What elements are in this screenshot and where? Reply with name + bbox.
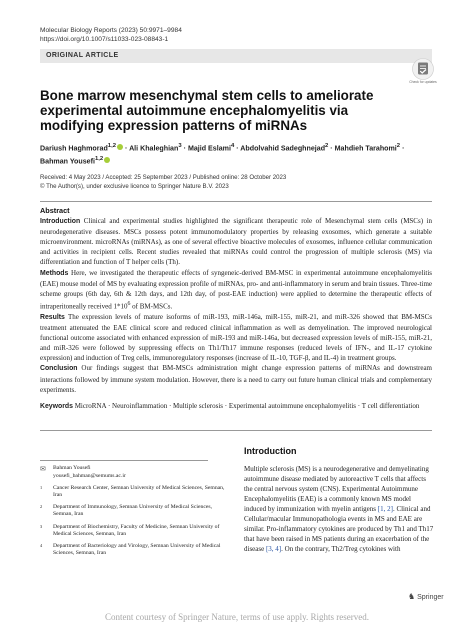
author-name[interactable]: Abdolvahid Sadeghnejad <box>240 144 326 153</box>
check-for-updates-caption: Check for updates <box>409 80 437 84</box>
author-affiliation-sup: 2 <box>396 143 401 149</box>
orcid-icon[interactable] <box>117 144 123 150</box>
envelope-icon: ✉ <box>40 465 46 473</box>
affiliation-number: 1 <box>40 485 43 490</box>
affiliation-3 <box>40 524 225 539</box>
abstract-bottom-divider <box>40 430 432 431</box>
abstract-label: Introduction <box>40 218 81 225</box>
author-name[interactable]: Mahdieh Tarahomi <box>334 144 397 153</box>
copyright-line: © The Author(s), under exclusive licence to Springer Nature B.V. 2023 <box>40 182 229 190</box>
abstract-methods <box>40 268 432 312</box>
citation-link[interactable]: [3, 4] <box>265 545 282 554</box>
introduction-heading: Introduction <box>244 446 297 456</box>
affiliation-text: Cancer Research Center, Semnan University of Medical Sciences, Semnan, Iran <box>53 485 225 499</box>
author-name[interactable]: Majid Eslami <box>187 144 231 153</box>
affiliation-number: 2 <box>40 504 43 509</box>
abstract-text: The expression levels of mature isoforms of miR-193, miR-146a, miR-155, miR-21, and miR-326 showed that BM-MSCs treatment attenuated the EAE clinical score and reduced clinical inflammation as well as demyelination. The improved neurological functional outcome associated with enhanced expression of miR-193 and miR-146a, but decreased expression levels of miR-155, miR-21, and miR-326 were followed by suppressing effects on Th1/Th17 immune responses (reduced levels of IFN-, and IL-17 cytokine expression) and induction of Treg cells, immunoregulatory responses (increase of IL-10, TGF-β, and IL-4) in treatment groups. <box>40 312 432 362</box>
springer-horse-icon: ♞ <box>408 592 416 601</box>
affiliation-number: 4 <box>40 543 43 548</box>
abstract-text: Our findings suggest that BM-MSCs administration might change expression patterns of miRNAs and downstream interactions followed by immune system modulation. However, there is a need to carry out future human clinical trials and complementary experiments. <box>40 364 432 394</box>
abstract-label: Results <box>40 313 65 321</box>
publication-dates <box>40 174 286 191</box>
corresponding-author-name: Bahman Yousefi <box>53 465 91 471</box>
footnote-divider <box>40 460 208 461</box>
author-affiliation-sup: 2 <box>325 143 329 149</box>
check-for-updates-icon[interactable] <box>412 58 434 80</box>
keywords-label: Keywords <box>40 403 73 410</box>
abstract-heading: Abstract <box>40 206 70 215</box>
affiliation-2 <box>40 504 225 519</box>
affiliation-4 <box>40 543 225 558</box>
abstract-section <box>40 206 432 395</box>
author-list: Dariush Haghmorad$^{1,2}$ · Ali Khaleghian$^3$ · Majid Eslami$^4$ · Abdolvahid Sadeghnejad$^2$ · Mahdieh Tarahomi$^2$ · Bahman Yousefi$^{1,2}$ <box>40 143 405 166</box>
citation-link[interactable]: [1, 2] <box>377 505 393 514</box>
journal-citation: Molecular Biology Reports (2023) 50:9971–9984 <box>40 27 182 34</box>
affiliation-text: Department of Biochemistry, Faculty of Medicine, Semnan University of Medical Sciences, Semnan, Iran <box>53 524 220 538</box>
abstract-text: of BM-MSCs. <box>130 302 173 311</box>
body-text: Multiple sclerosis (MS) is a neurodegenerative and demyelinating autoimmune disease mediated by autoreactive T cells that affects the central nervous system (CNS). Experimental Autoimmune Encephalomyelitis (EAE) is a commonly known MS model induced by immunization with myelin antigens <box>244 465 429 514</box>
orcid-icon[interactable] <box>104 157 110 163</box>
history-dates: Received: 4 May 2023 / Accepted: 25 September 2023 / Published online: 28 October 2023 <box>40 174 287 181</box>
abstract-results <box>40 312 432 363</box>
publisher-name: Springer <box>417 594 444 601</box>
author-name[interactable]: Dariush Haghmorad <box>40 144 108 153</box>
body-text: . Clinical and Cellular/macular Immunopathologia events in MS and EAE are similar. Pro-inflammatory cytokines are produced by Th1 and Th17 that have been raised in MS patients during an exacerbation of the disease <box>244 505 434 554</box>
publisher-logo <box>408 592 444 601</box>
courtesy-watermark: Content courtesy of Springer Nature, terms of use apply. Rights reserved. <box>104 612 370 622</box>
affiliation-text: Department of Immunology, Semnan University of Medical Sciences, Semnan, Iran <box>53 504 212 518</box>
author-affiliation-sup: 1,2 <box>94 155 104 162</box>
corresponding-author-email[interactable]: yousefi_bahman@semums.ac.ir <box>53 472 126 479</box>
affiliation-text: Department of Bacteriology and Virology, Semnan University of Medical Sciences, Semnan, Iran <box>53 543 221 557</box>
author-affiliation-sup: 3 <box>178 143 182 149</box>
abstract-top-divider <box>40 201 432 202</box>
author-affiliation-sup: 1,2 <box>107 143 117 149</box>
article-type-banner: ORIGINAL ARTICLE <box>40 49 432 63</box>
author-name[interactable]: Ali Khaleghian <box>129 144 179 153</box>
introduction-paragraph <box>244 464 434 554</box>
article-title: Bone marrow mesenchymal stem cells to ameliorate experimental autoimmune encephalomyelitis via modifying expression patterns of miRNAs <box>40 88 374 133</box>
doi-link[interactable]: https://doi.org/10.1007/s11033-023-08843-1 <box>40 35 169 43</box>
journal-header <box>40 27 182 44</box>
author-name[interactable]: Bahman Yousefi <box>40 157 95 166</box>
body-text: . On the contrary, Th2/Treg cytokines with <box>281 545 401 554</box>
abstract-label: Conclusion <box>40 365 78 373</box>
exponent: 6 <box>127 300 131 307</box>
abstract-conclusion <box>40 363 432 394</box>
author-affiliation-sup: 4 <box>230 143 235 149</box>
abstract-introduction <box>40 216 432 267</box>
abstract-text: Clinical and experimental studies highlighted the significant therapeutic role of Mesenchymal stem cells (MSCs) in neurodegenerative diseases. MSCs possess potent immunomodulatory properties by releasing exosomes, which generate a suitable microenvironment. microRNAs (miRNAs), as one of several effective bioactive molecules of exosomes, influence cellular communication and activities in recipient cells. Recent studies revealed that miRNAs could control the progression of multiple sclerosis (MS) via differentiation and function of T helper cells (Th). <box>40 217 433 267</box>
affiliation-number: 3 <box>40 524 43 529</box>
affiliation-1 <box>40 485 225 500</box>
keywords-list: MicroRNA · Neuroinflammation · Multiple sclerosis · Experimental autoimmune encephalomyelitis · T cell differentiation <box>74 402 420 410</box>
abstract-label: Methods <box>40 269 69 277</box>
keywords <box>40 401 432 412</box>
abstract-text: Here, we investigated the therapeutic effects of syngeneic-derived BM-MSC in experimental autoimmune encephalomyelitis (EAE) mouse model of MS by evaluating expression profile of miRNAs, pro- and anti-inflammatory in serum and brain tissues. Three-time scheme groups (6th day, 6th & 12th days, and 12th day, of post-EAE induction) were applied to determine the therapeutic effects of intraperitoneally received 1*10 <box>40 268 433 311</box>
corresponding-author <box>40 465 225 480</box>
